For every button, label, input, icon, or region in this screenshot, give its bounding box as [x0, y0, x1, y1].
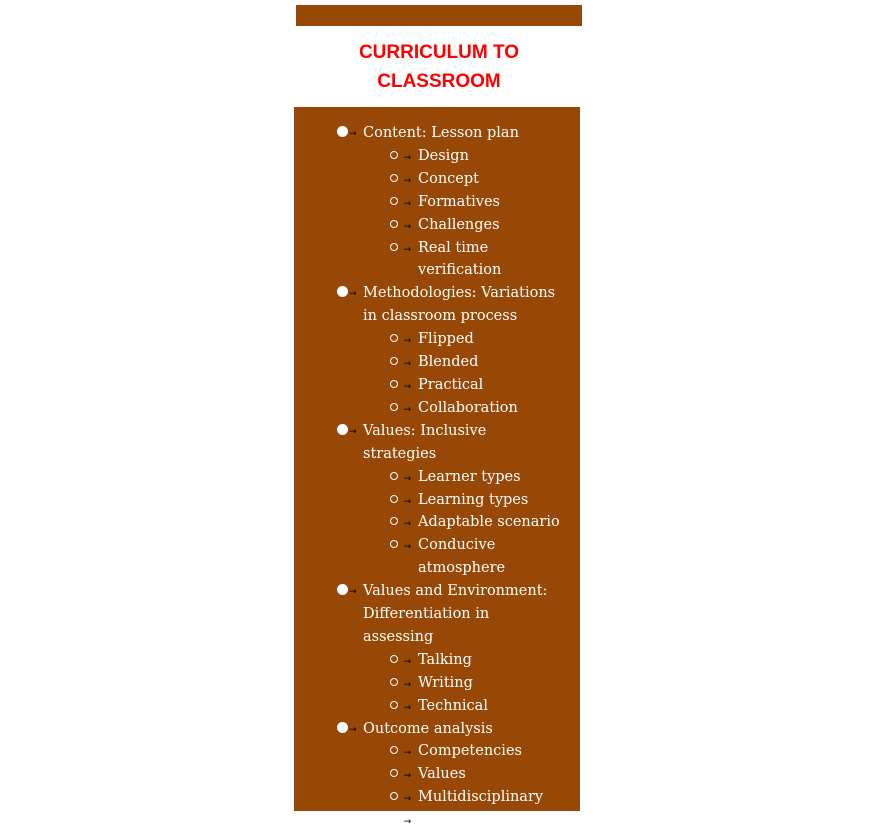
hollow-circle-icon: [390, 243, 398, 251]
hollow-circle-icon: [390, 495, 398, 503]
arrow-icon: →: [403, 656, 412, 667]
arrow-icon: →: [349, 724, 357, 735]
arrow-icon: →: [403, 817, 412, 828]
hollow-circle-icon: [390, 815, 398, 823]
hollow-circle-icon: [390, 792, 398, 800]
sub-list: [363, 466, 564, 581]
sub-item: [362, 397, 562, 420]
sub-item: [362, 351, 562, 374]
bullet-icon: [337, 122, 357, 146]
arrow-icon: →: [403, 221, 412, 232]
sub-bullet-icon: [390, 397, 411, 422]
outline-item-label: Outcome analysis: [363, 720, 493, 737]
arrow-icon: →: [403, 381, 412, 392]
outline-list: [294, 122, 580, 832]
sub-bullet-icon: [390, 168, 411, 193]
sub-item-label: Collaboration: [418, 399, 518, 416]
outline-item: [294, 282, 564, 419]
sub-item-label: Formatives: [418, 193, 501, 210]
hollow-circle-icon: [390, 655, 398, 663]
filled-circle-icon: [337, 584, 348, 595]
outline-item-label: Values: Inclusive strategies: [363, 422, 487, 462]
sub-item: [362, 672, 562, 695]
arrow-icon: →: [403, 336, 412, 347]
sub-bullet-icon: [390, 672, 411, 697]
sub-item: [362, 237, 562, 283]
sub-item: [362, 328, 562, 351]
sub-list: [363, 740, 564, 832]
sub-item-label: Writing: [418, 674, 473, 691]
title-line-1: CURRICULUM TO: [358, 42, 520, 63]
sub-item-label: Values: [418, 766, 466, 783]
sub-item-label: Design: [418, 147, 469, 164]
sub-item: [362, 511, 562, 534]
filled-circle-icon: [337, 722, 348, 733]
hollow-circle-icon: [390, 151, 398, 159]
sub-bullet-icon: [390, 809, 411, 834]
sub-item-label: Real time verification: [418, 239, 502, 279]
sub-bullet-icon: [390, 237, 411, 262]
sub-bullet-icon: [390, 214, 411, 239]
outline-panel: [294, 107, 580, 829]
outline-item: [294, 580, 564, 717]
sub-item: [362, 214, 562, 237]
sub-bullet-icon: [390, 740, 411, 765]
sub-bullet-icon: [390, 649, 411, 674]
sub-item: [362, 809, 562, 832]
sub-item-label: Technical: [418, 697, 488, 714]
hollow-circle-icon: [390, 517, 398, 525]
hollow-circle-icon: [390, 197, 398, 205]
sub-bullet-icon: [390, 328, 411, 353]
arrow-icon: →: [403, 359, 412, 370]
sub-item: [362, 740, 562, 763]
sub-item-label: Competencies: [418, 743, 522, 760]
outline-item: [294, 122, 564, 282]
sub-list: [363, 649, 564, 718]
sub-bullet-icon: [390, 466, 411, 491]
outline-item-label: Methodologies: Variations in classroom process: [363, 285, 556, 325]
arrow-icon: →: [403, 748, 412, 759]
sub-item-label: Talking: [418, 651, 472, 668]
arrow-icon: →: [349, 426, 357, 437]
sub-bullet-icon: [390, 511, 411, 536]
arrow-icon: →: [403, 771, 412, 782]
sub-bullet-icon: [390, 763, 411, 788]
sub-item-label: Learning types: [418, 491, 529, 508]
sub-bullet-icon: [390, 191, 411, 216]
hollow-circle-icon: [390, 746, 398, 754]
bullet-icon: [337, 420, 357, 444]
hollow-circle-icon: [390, 678, 398, 686]
arrow-icon: →: [403, 542, 412, 553]
sub-item: [362, 695, 562, 718]
hollow-circle-icon: [390, 769, 398, 777]
sub-item: [362, 374, 562, 397]
sub-bullet-icon: [390, 145, 411, 170]
arrow-icon: →: [349, 587, 357, 598]
sub-item: [362, 649, 562, 672]
outline-item: [294, 420, 564, 580]
bullet-icon: [337, 718, 357, 742]
arrow-icon: →: [349, 289, 357, 300]
sub-item: [362, 786, 562, 809]
sub-bullet-icon: [390, 695, 411, 720]
sub-item-label: Concept: [418, 170, 479, 187]
sub-item: [362, 168, 562, 191]
sub-item-label: Multidisciplinary: [418, 789, 544, 806]
sub-bullet-icon: [390, 534, 411, 559]
arrow-icon: →: [403, 198, 412, 209]
sub-item-label: Conducive atmosphere: [418, 537, 506, 577]
sub-item-label: Learner types: [418, 468, 521, 485]
arrow-icon: →: [403, 175, 412, 186]
arrow-icon: →: [403, 404, 412, 415]
bullet-icon: [337, 282, 357, 306]
outline-item-label: Values and Environment: Differentiation in assessing: [363, 583, 548, 645]
hollow-circle-icon: [390, 357, 398, 365]
outline-item-label: Content: Lesson plan: [363, 125, 519, 141]
sub-bullet-icon: [390, 374, 411, 399]
sub-item: [362, 534, 562, 580]
hollow-circle-icon: [390, 472, 398, 480]
title-line-2: CLASSROOM: [377, 71, 501, 92]
sub-list: [363, 145, 564, 282]
sub-item: [362, 763, 562, 786]
arrow-icon: →: [403, 496, 412, 507]
filled-circle-icon: [337, 126, 348, 137]
hollow-circle-icon: [390, 380, 398, 388]
arrow-icon: →: [403, 702, 412, 713]
sub-item-label: Flipped: [418, 331, 474, 348]
sub-item-label: Challenges: [418, 216, 500, 233]
sub-item: [362, 489, 562, 512]
sub-item: [362, 191, 562, 214]
diagram-title: [296, 38, 582, 96]
sub-item-label: Projects: [418, 812, 478, 829]
bullet-icon: [337, 580, 357, 604]
hollow-circle-icon: [390, 174, 398, 182]
sub-item: [362, 145, 562, 168]
sub-item-label: Adaptable scenario: [418, 514, 560, 531]
arrow-icon: →: [403, 473, 412, 484]
filled-circle-icon: [337, 424, 348, 435]
sub-item: [362, 466, 562, 489]
sub-list: [363, 328, 564, 420]
hollow-circle-icon: [390, 540, 398, 548]
filled-circle-icon: [337, 286, 348, 297]
arrow-icon: →: [403, 244, 412, 255]
hollow-circle-icon: [390, 220, 398, 228]
sub-item-label: Practical: [418, 376, 484, 393]
hollow-circle-icon: [390, 701, 398, 709]
arrow-icon: →: [403, 152, 412, 163]
arrow-icon: →: [403, 519, 412, 530]
sub-bullet-icon: [390, 786, 411, 811]
arrow-icon: →: [349, 129, 357, 139]
arrow-icon: →: [403, 794, 412, 805]
sub-item-label: Blended: [418, 354, 479, 371]
hollow-circle-icon: [390, 403, 398, 411]
hollow-circle-icon: [390, 334, 398, 342]
arrow-icon: →: [403, 679, 412, 690]
header-bar: [296, 5, 582, 26]
sub-bullet-icon: [390, 489, 411, 514]
sub-bullet-icon: [390, 351, 411, 376]
